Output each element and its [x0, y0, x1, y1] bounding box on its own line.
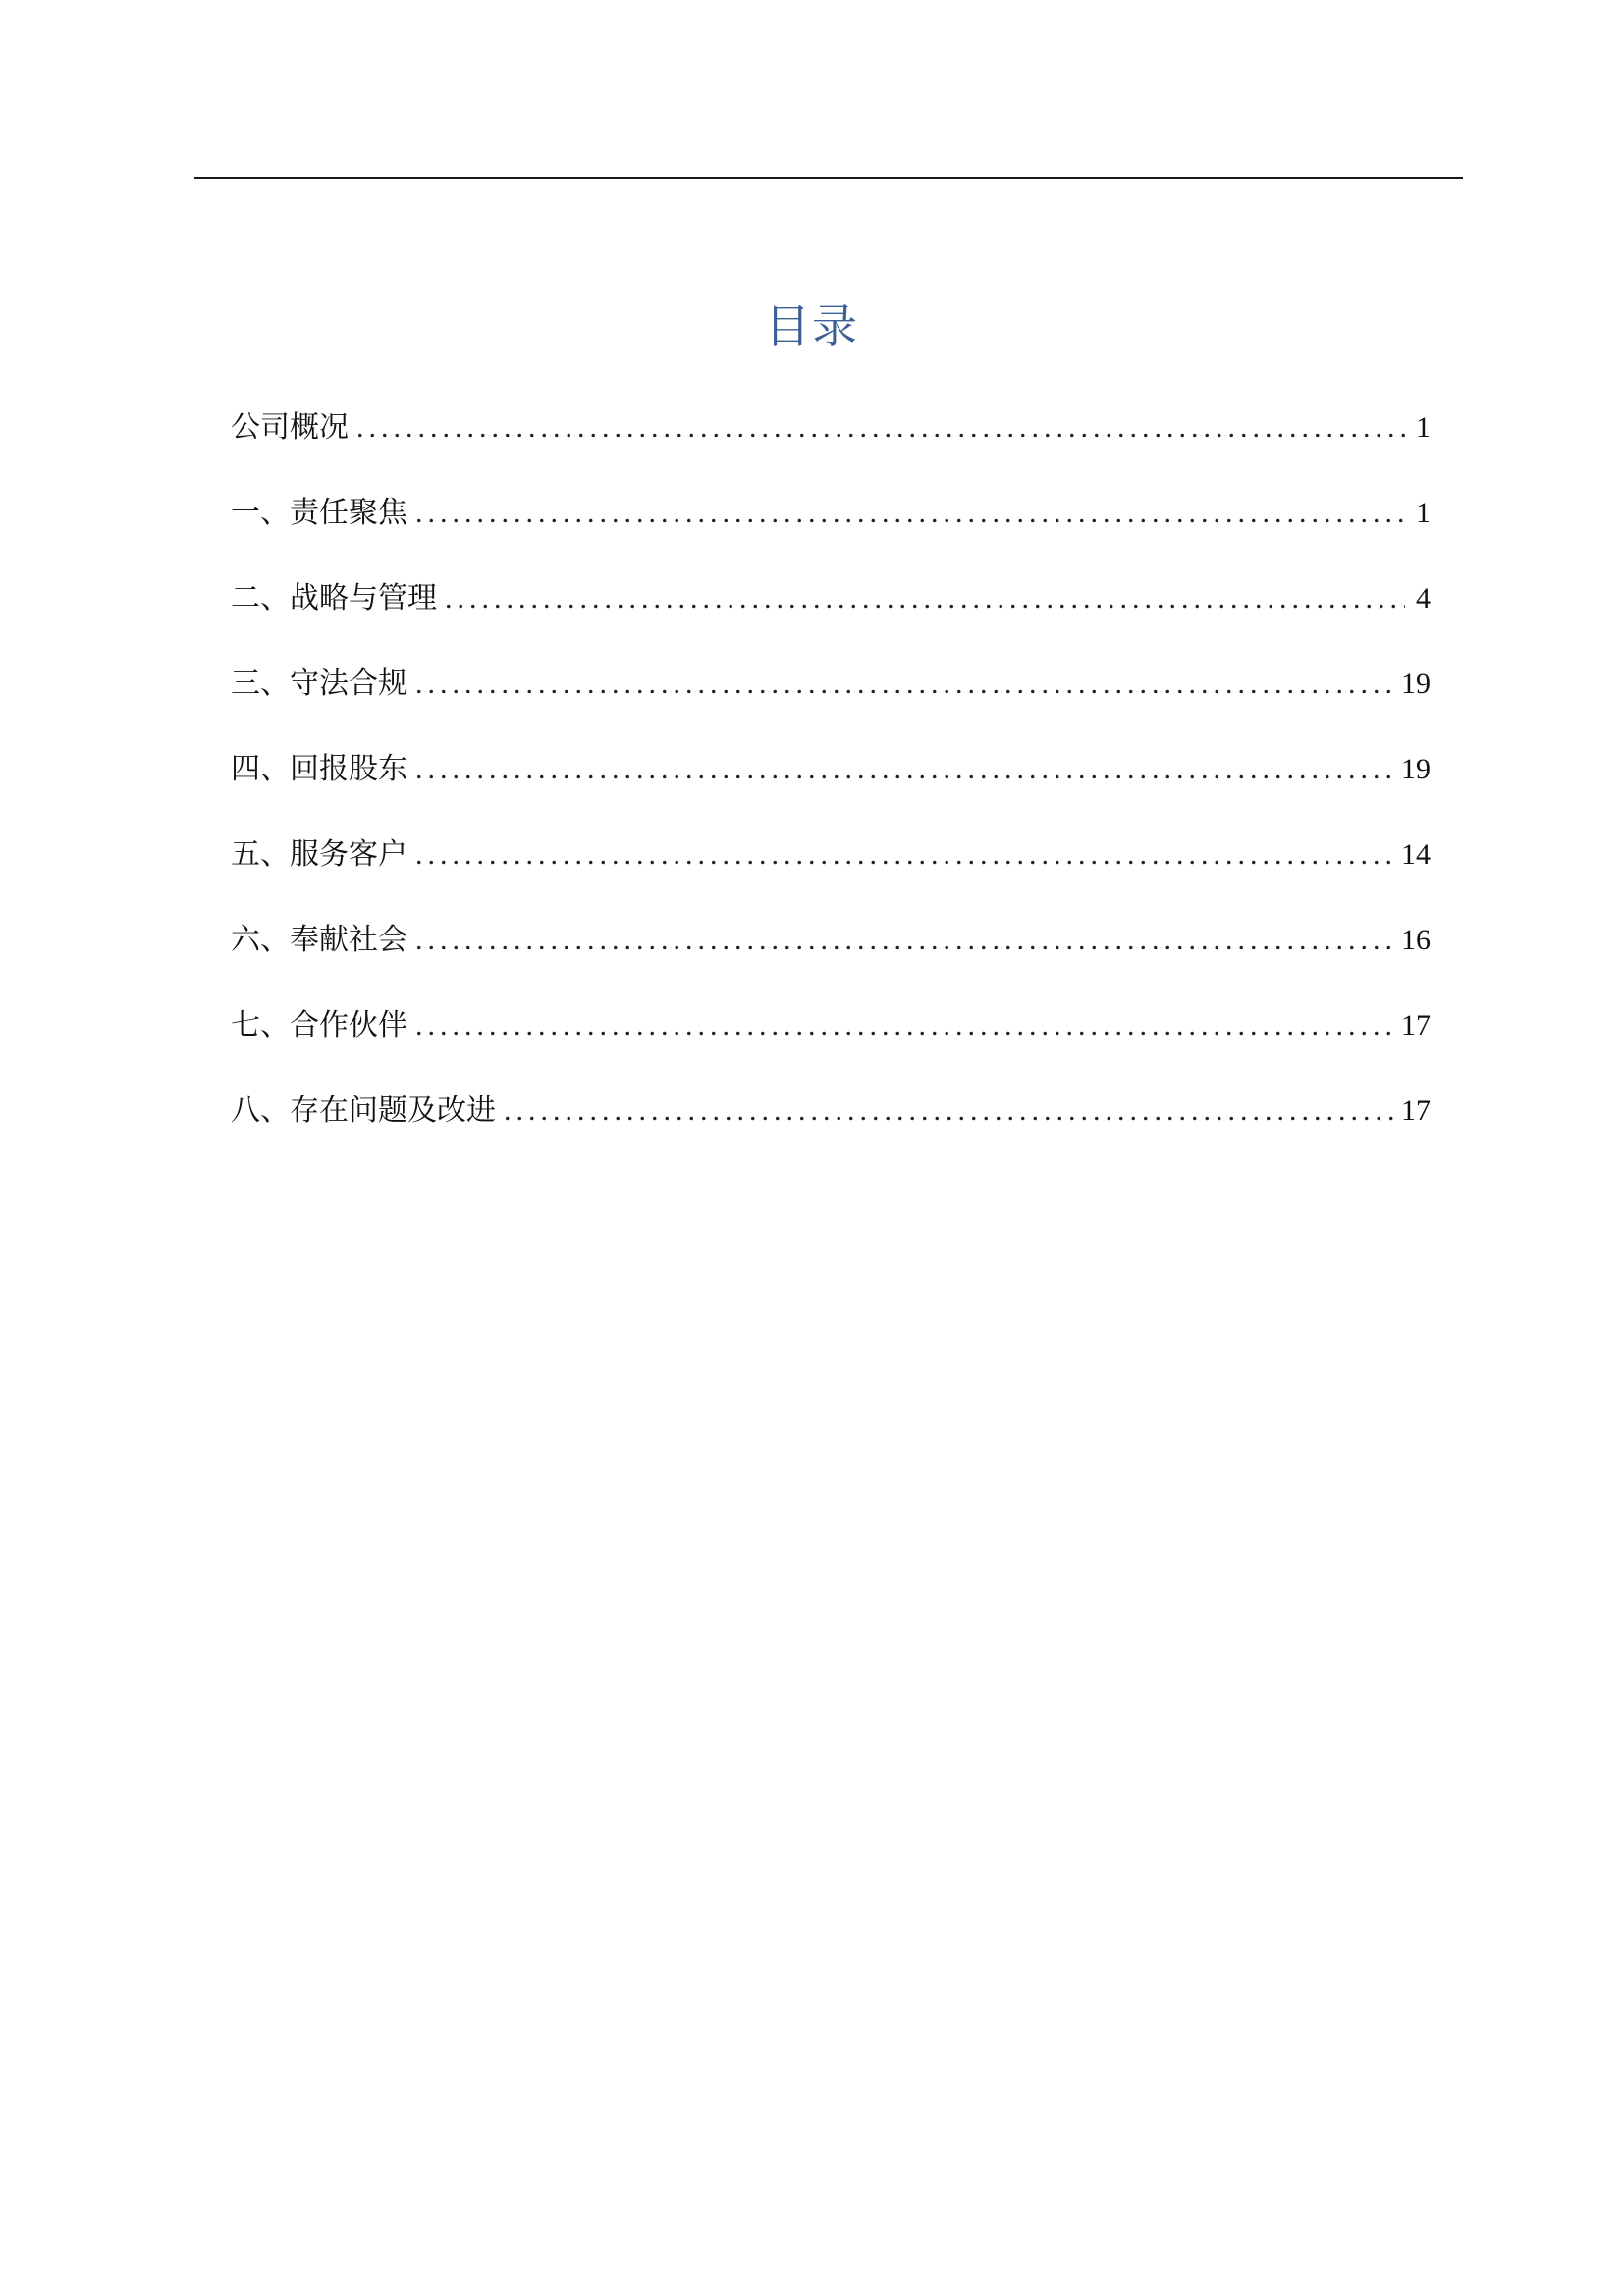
toc-page-number: 17 [1401, 1095, 1431, 1127]
toc-dot-leader [415, 667, 1393, 701]
toc-entry-label: 四、回报股东 [231, 752, 407, 786]
toc-page-number: 19 [1401, 667, 1431, 700]
toc-dot-leader [445, 582, 1405, 615]
toc-entry-customer-service[interactable] [231, 829, 1431, 915]
toc-dot-leader [356, 411, 1405, 445]
toc-page-number: 17 [1401, 1009, 1431, 1041]
toc-page-number: 1 [1416, 497, 1431, 529]
toc-entry-shareholder-returns[interactable] [231, 744, 1431, 829]
toc-entry-partners[interactable] [231, 1000, 1431, 1086]
table-of-contents [231, 402, 1431, 1171]
toc-entry-label: 二、战略与管理 [231, 581, 437, 615]
toc-entry-label: 一、责任聚焦 [231, 496, 407, 530]
toc-page-number: 1 [1416, 411, 1431, 444]
toc-dot-leader [415, 924, 1393, 957]
page-title: 目录 [765, 299, 859, 352]
toc-entry-label: 六、奉献社会 [231, 923, 407, 957]
toc-entry-compliance[interactable] [231, 659, 1431, 744]
toc-entry-social-contribution[interactable] [231, 915, 1431, 1000]
toc-entry-label: 五、服务客户 [231, 837, 407, 872]
toc-entry-label: 八、存在问题及改进 [231, 1094, 496, 1128]
toc-page-number: 19 [1401, 753, 1431, 785]
toc-entry-label: 七、合作伙伴 [231, 1008, 407, 1042]
toc-page-number: 14 [1401, 838, 1431, 871]
toc-dot-leader [415, 497, 1405, 530]
toc-entry-company-overview[interactable] [231, 402, 1431, 488]
toc-dot-leader [504, 1095, 1393, 1128]
header-rule [194, 177, 1463, 179]
toc-entry-strategy-management[interactable] [231, 573, 1431, 659]
toc-page-number: 4 [1416, 582, 1431, 614]
toc-dot-leader [415, 753, 1393, 786]
toc-entry-responsibility-focus[interactable] [231, 488, 1431, 573]
toc-page-number: 16 [1401, 924, 1431, 956]
toc-dot-leader [415, 1009, 1393, 1042]
toc-entry-issues-improvements[interactable] [231, 1086, 1431, 1171]
toc-entry-label: 公司概况 [231, 410, 349, 445]
toc-entry-label: 三、守法合规 [231, 667, 407, 701]
toc-dot-leader [415, 838, 1393, 872]
